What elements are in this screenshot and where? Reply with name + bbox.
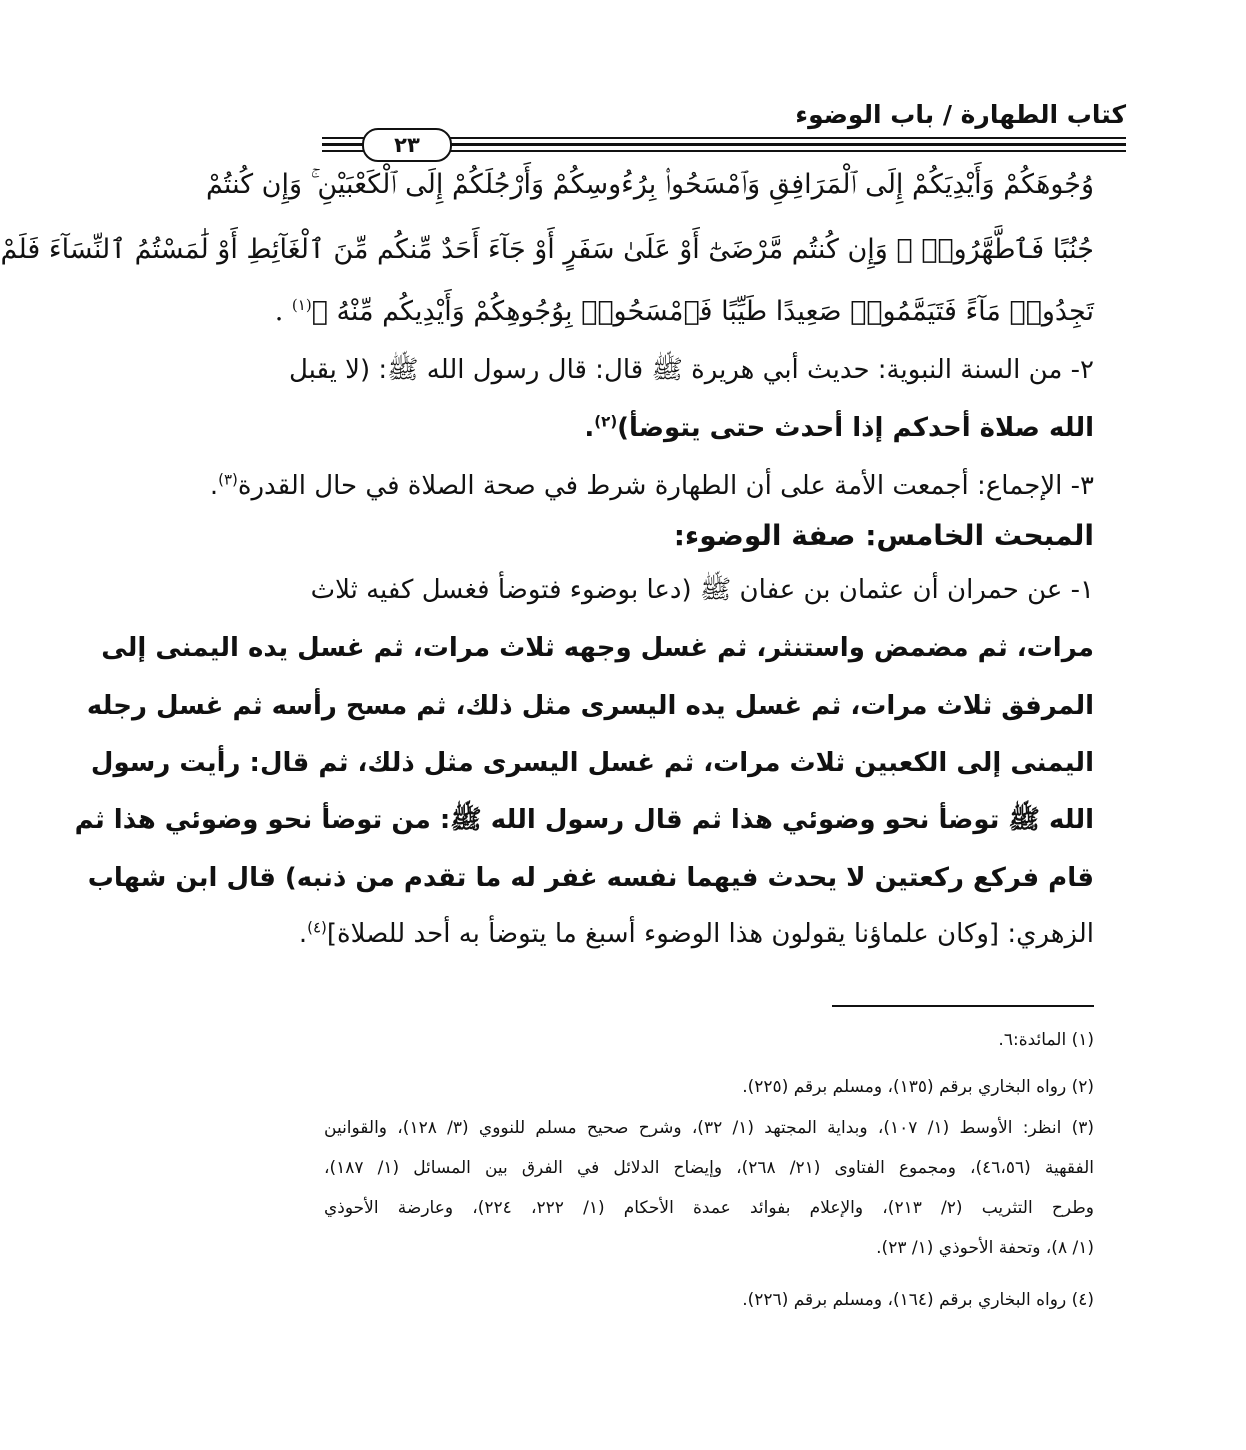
verse-line: وُجُوهَكُمْ وَأَيْدِيَكُمْ إِلَى ٱلْمَرَافِقِ وَٱمْسَحُوا۟ بِرُءُوسِكُمْ وَأَرْجُلَكُمْ إِلَى ٱلْكَعْبَيْنِ ۚ وَإِن كُنتُمْ xyxy=(205,169,1094,200)
ijma-line: ٣- الإجماع: أجمعت الأمة على أن الطهارة شرط في صحة الصلاة في حال القدرة$^{(٣)}$. xyxy=(209,470,1094,501)
footnote-ref: (٣) xyxy=(218,470,238,489)
hadith-line: قام فركع ركعتين لا يحدث فيهما نفسه غفر له ما تقدم من ذنبه) قال ابن شهاب xyxy=(87,863,1094,893)
footnote-3-line: (١/ ٨)، وتحفة الأحوذي (١/ ٢٣). xyxy=(876,1238,1094,1258)
hadith-line: ١- عن حمران أن عثمان بن عفان ﷺ (دعا بوضوء فتوضأ فغسل كفيه ثلاث xyxy=(310,575,1094,605)
hadith-line: الزهري: [وكان علماؤنا يقولون هذا الوضوء أسبغ ما يتوضأ به أحد للصلاة]$^{(٤)}$. xyxy=(298,918,1094,949)
verse-text: تَجِدُوا۟ مَآءً فَتَيَمَّمُوا۟ صَعِيدًا طَيِّبًا فَٱمْسَحُوا۟ بِوُجُوهِكُمْ وَأَيْدِيكُم مِّنْهُ ﴾ xyxy=(311,296,1094,327)
hadith-text: الزهري: [وكان علماؤنا يقولون هذا الوضوء أسبغ ما يتوضأ به أحد للصلاة] xyxy=(326,919,1094,949)
hadith-line: اليمنى إلى الكعبين ثلاث مرات، ثم غسل اليسرى مثل ذلك، ثم قال: رأيت رسول xyxy=(90,748,1094,778)
sunnah-line: ٢- من السنة النبوية: حديث أبي هريرة ﷺ قال: قال رسول الله ﷺ: (لا يقبل xyxy=(288,355,1094,385)
hadith-line: الله ﷺ توضأ نحو وضوئي هذا ثم قال رسول الله ﷺ: من توضأ نحو وضوئي هذا ثم xyxy=(74,805,1094,835)
hadith-text: الله صلاة أحدكم إذا أحدث حتى يتوضأ) xyxy=(617,413,1094,443)
footnote-3-line: (٣) انظر: الأوسط (١/ ١٠٧)، وبداية المجتهد (١/ ٣٢)، وشرح صحيح مسلم للنووي (٣/ ١٢٨)، والقوانين xyxy=(324,1118,1094,1138)
verse-line: تَجِدُوا۟ مَآءً فَتَيَمَّمُوا۟ صَعِيدًا طَيِّبًا فَٱمْسَحُوا۟ بِوُجُوهِكُمْ وَأَيْدِيكُم مِّنْهُ ﴾$^{(١)}$ . xyxy=(274,296,1094,327)
verse-line: جُنُبًا فَٱطَّهَّرُوا۟ ۚ وَإِن كُنتُم مَّرْضَىٰٓ أَوْ عَلَىٰ سَفَرٍ أَوْ جَآءَ أَحَدٌ مِّنكُم مِّنَ ٱلْغَآئِطِ أَوْ لَٰمَسْتُمُ ٱلنِّسَآءَ فَلَمْ xyxy=(0,234,1094,265)
footnote-ref: (١) xyxy=(291,296,312,314)
footnote-separator xyxy=(832,1005,1094,1007)
hadith-line: المرفق ثلاث مرات، ثم غسل يده اليسرى مثل ذلك، ثم مسح رأسه ثم غسل رجله xyxy=(86,691,1094,721)
footnote-3-line: الفقهية (٤٦،٥٦)، ومجموع الفتاوى (٢١/ ٢٦٨)، وإيضاح الدلائل في الفرق بين المسائل (١/ ١٨٧)، xyxy=(324,1158,1095,1178)
section-heading: المبحث الخامس: صفة الوضوء: xyxy=(673,519,1094,552)
running-header-title: كتاب الطهارة / باب الوضوء xyxy=(795,100,1126,129)
sunnah-line: الله صلاة أحدكم إذا أحدث حتى يتوضأ)$^{(٢)}$. xyxy=(584,412,1094,443)
footnote-2: (٢) رواه البخاري برقم (١٣٥)، ومسلم برقم (٢٢٥). xyxy=(742,1077,1094,1097)
page-number-badge: ٢٣ xyxy=(362,128,452,162)
footnote-ref: (٤) xyxy=(307,918,327,937)
footnote-3-line: وطرح التثريب (٢/ ٢١٣)، والإعلام بفوائد عمدة الأحكام (١/ ٢٢٢، ٢٢٤)، وعارضة الأحوذي xyxy=(324,1198,1094,1218)
hadith-line: مرات، ثم مضمض واستنثر، ثم غسل وجهه ثلاث مرات، ثم غسل يده اليمنى إلى xyxy=(101,633,1094,663)
ijma-text: ٣- الإجماع: أجمعت الأمة على أن الطهارة شرط في صحة الصلاة في حال القدرة xyxy=(237,471,1094,501)
footnote-1: (١) المائدة:٦. xyxy=(998,1030,1094,1050)
footnote-ref: (٢) xyxy=(594,412,618,431)
footnote-4: (٤) رواه البخاري برقم (١٦٤)، ومسلم برقم (٢٢٦). xyxy=(742,1290,1094,1310)
